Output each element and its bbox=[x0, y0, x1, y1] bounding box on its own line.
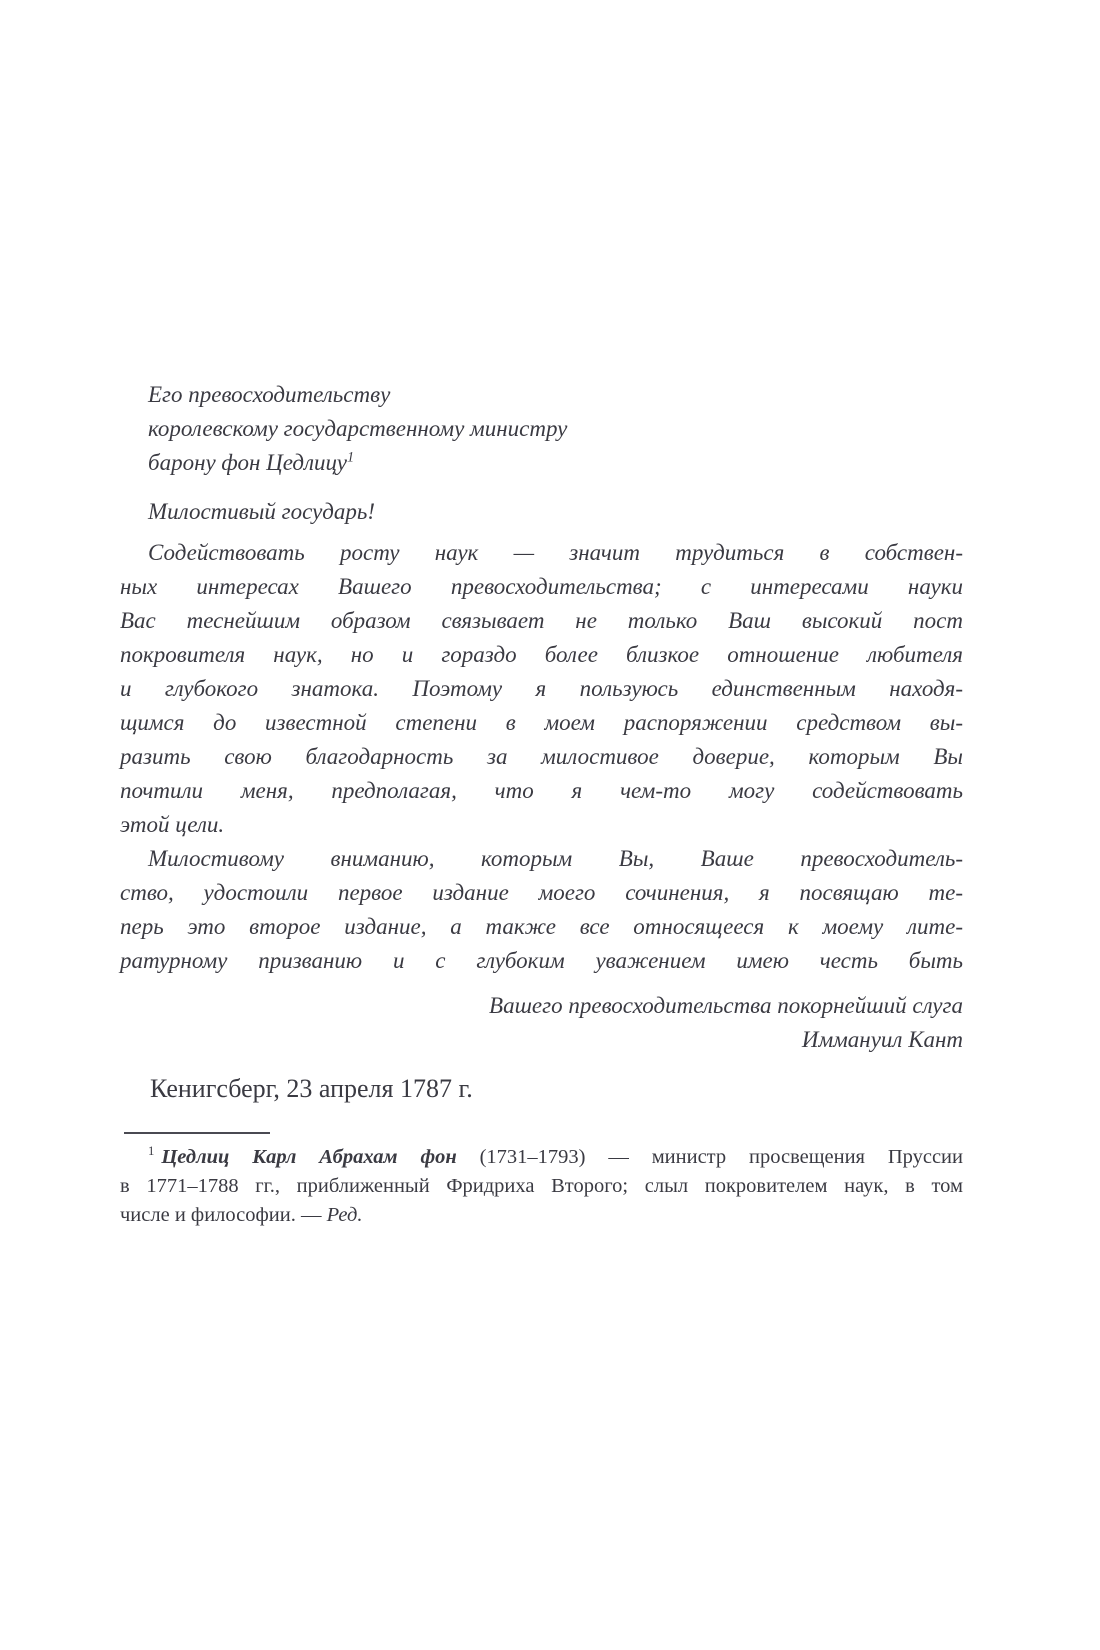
dedication-block bbox=[120, 378, 963, 480]
paragraph-line: Вас теснейшим образом связывает не только Ваш высокий пост bbox=[120, 608, 963, 633]
footnote-reference-mark: 1 bbox=[346, 449, 355, 466]
signature-block bbox=[120, 989, 963, 1057]
footnote-block bbox=[120, 1143, 963, 1230]
footnote-line bbox=[120, 1143, 963, 1172]
paragraph-line: разить свою благодарность за милостивое доверие, которым Вы bbox=[120, 744, 963, 769]
paragraph-line: этой цели. bbox=[120, 812, 225, 837]
footnote-marker: 1 bbox=[148, 1144, 155, 1159]
paragraph-line: ратурному призванию и с глубоким уважением имею честь быть bbox=[120, 948, 963, 973]
dedication-line: королевскому государственному министру bbox=[148, 416, 568, 441]
text-block bbox=[120, 378, 963, 1230]
footnote-text: числе и философии. — bbox=[120, 1204, 327, 1226]
signature-line: Вашего превосходительства покорнейший слуга bbox=[489, 993, 963, 1018]
dateline: Кенигсберг, 23 апреля 1787 г. bbox=[150, 1074, 473, 1103]
footnote-line: в 1771–1788 гг., приближенный Фридриха Второго; слыл покровителем наук, в том bbox=[120, 1175, 963, 1197]
paragraph-line: почтили меня, предполагая, что я чем-то могу содействовать bbox=[120, 778, 963, 803]
footnote-person-name: Цедлиц Карл Абрахам фон bbox=[161, 1146, 457, 1168]
paragraph-2 bbox=[120, 842, 963, 978]
paragraph-1 bbox=[120, 536, 963, 842]
signature-name: Иммануил Кант bbox=[801, 1027, 963, 1052]
paragraph-line: и глубокого знатока. Поэтому я пользуюсь единственным находя- bbox=[120, 676, 963, 701]
footnote-divider bbox=[124, 1132, 270, 1134]
dedication-line: Его превосходительству bbox=[148, 382, 391, 407]
footnote-text: (1731–1793) — министр просвещения Пруссии bbox=[456, 1146, 964, 1168]
dedication-line-text: барону фон Цедлицу bbox=[148, 450, 347, 475]
paragraph-line: перь это второе издание, а также все относящееся к моему лите- bbox=[120, 914, 963, 939]
paragraph-line: Милостивому вниманию, которым Вы, Ваше превосходитель- bbox=[148, 846, 963, 871]
paragraph-line: покровителя наук, но и гораздо более близкое отношение любителя bbox=[120, 642, 963, 667]
paragraph-line: щимся до известной степени в моем распоряжении средством вы- bbox=[120, 710, 963, 735]
paragraph-line: Содействовать росту наук — значит трудиться в собствен- bbox=[148, 540, 963, 565]
paragraph-line: ство, удостоили первое издание моего сочинения, я посвящаю те- bbox=[120, 880, 963, 905]
salutation: Милостивый государь! bbox=[148, 499, 376, 524]
footnote-line bbox=[120, 1201, 963, 1230]
dedication-line bbox=[148, 446, 963, 480]
paragraph-line: ных интересах Вашего превосходительства; с интересами науки bbox=[120, 574, 963, 599]
footnote-editor-mark: Ред. bbox=[326, 1204, 363, 1226]
